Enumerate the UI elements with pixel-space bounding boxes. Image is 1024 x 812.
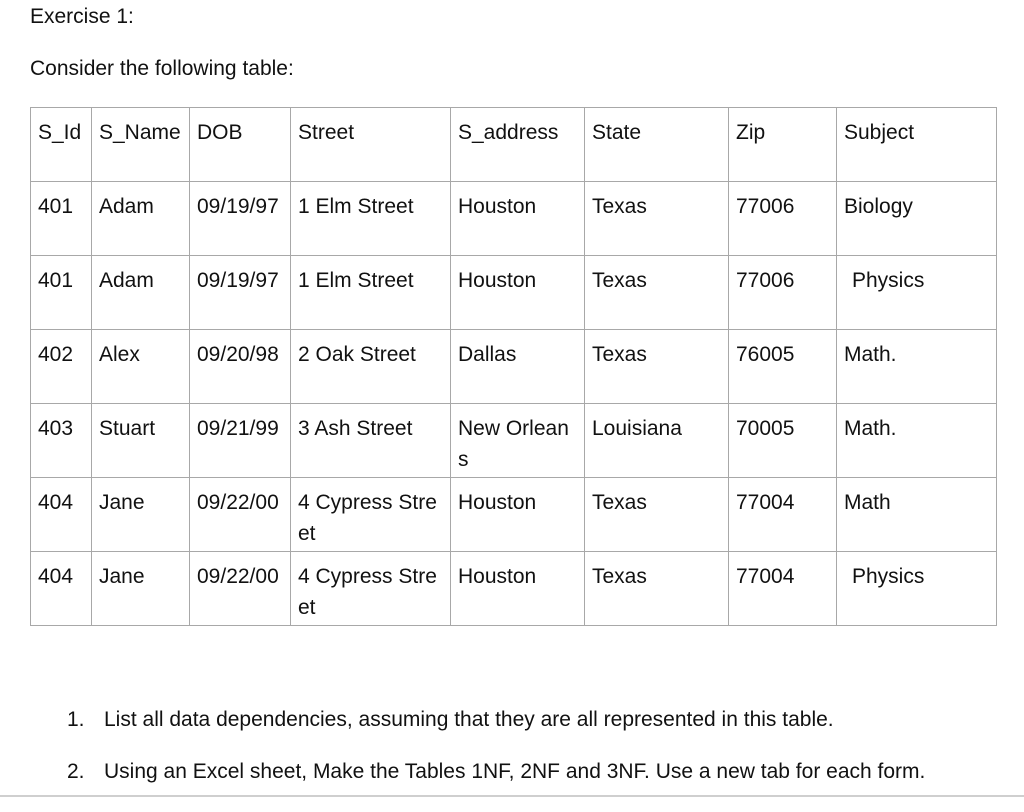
question-item [67, 760, 925, 784]
cell-subject: Math. [837, 330, 997, 404]
cell-s-address: New Orleans [451, 404, 585, 478]
cell-s-address: Houston [451, 182, 585, 256]
student-table [30, 107, 997, 626]
question-number: 2. [67, 760, 85, 783]
cell-zip: 77006 [729, 182, 837, 256]
cell-zip: 76005 [729, 330, 837, 404]
cell-s-address: Dallas [451, 330, 585, 404]
table-row [31, 478, 997, 552]
header-cell-zip: Zip [729, 108, 837, 182]
cell-s-id: 401 [31, 256, 92, 330]
cell-dob: 09/22/00 [190, 552, 291, 626]
cell-s-name: Jane [92, 478, 190, 552]
cell-zip: 77006 [729, 256, 837, 330]
cell-s-address: Houston [451, 552, 585, 626]
header-cell-s-address: S_address [451, 108, 585, 182]
cell-dob: 09/22/00 [190, 478, 291, 552]
cell-street: 4 Cypress Street [291, 478, 451, 552]
table-row [31, 256, 997, 330]
exercise-title: Exercise 1: [30, 5, 134, 28]
intro-text: Consider the following table: [30, 57, 294, 80]
cell-subject: Physics [837, 256, 997, 330]
table-row [31, 330, 997, 404]
cell-s-id: 403 [31, 404, 92, 478]
table-row [31, 552, 997, 626]
cell-dob: 09/20/98 [190, 330, 291, 404]
cell-s-name: Adam [92, 256, 190, 330]
cell-zip: 70005 [729, 404, 837, 478]
question-text: List all data dependencies, assuming that they are all represented in this table. [104, 708, 834, 731]
cell-state: Texas [585, 330, 729, 404]
cell-zip: 77004 [729, 478, 837, 552]
cell-state: Louisiana [585, 404, 729, 478]
cell-zip: 77004 [729, 552, 837, 626]
header-row [31, 108, 997, 182]
header-cell-subject: Subject [837, 108, 997, 182]
cell-subject: Biology [837, 182, 997, 256]
cell-state: Texas [585, 478, 729, 552]
cell-dob: 09/21/99 [190, 404, 291, 478]
cell-s-address: Houston [451, 256, 585, 330]
cell-dob: 09/19/97 [190, 182, 291, 256]
cell-s-name: Stuart [92, 404, 190, 478]
cell-s-id: 404 [31, 552, 92, 626]
header-cell-s-name: S_Name [92, 108, 190, 182]
cell-street: 3 Ash Street [291, 404, 451, 478]
cell-s-id: 402 [31, 330, 92, 404]
cell-state: Texas [585, 256, 729, 330]
question-text: Using an Excel sheet, Make the Tables 1NF, 2NF and 3NF. Use a new tab for each form. [104, 760, 926, 783]
cell-subject: Physics [837, 552, 997, 626]
header-cell-s-id: S_Id [31, 108, 92, 182]
cell-s-name: Adam [92, 182, 190, 256]
header-cell-dob: DOB [190, 108, 291, 182]
question-number: 1. [67, 708, 85, 731]
cell-street: 1 Elm Street [291, 256, 451, 330]
header-cell-state: State [585, 108, 729, 182]
cell-subject: Math [837, 478, 997, 552]
cell-s-address: Houston [451, 478, 585, 552]
cell-s-id: 401 [31, 182, 92, 256]
table-row [31, 404, 997, 478]
header-cell-street: Street [291, 108, 451, 182]
cell-dob: 09/19/97 [190, 256, 291, 330]
cell-s-name: Jane [92, 552, 190, 626]
cell-state: Texas [585, 552, 729, 626]
cell-subject: Math. [837, 404, 997, 478]
cell-s-id: 404 [31, 478, 92, 552]
cell-street: 4 Cypress Street [291, 552, 451, 626]
table-row [31, 182, 997, 256]
cell-state: Texas [585, 182, 729, 256]
question-item [67, 708, 925, 732]
cell-street: 1 Elm Street [291, 182, 451, 256]
cell-s-name: Alex [92, 330, 190, 404]
cell-street: 2 Oak Street [291, 330, 451, 404]
